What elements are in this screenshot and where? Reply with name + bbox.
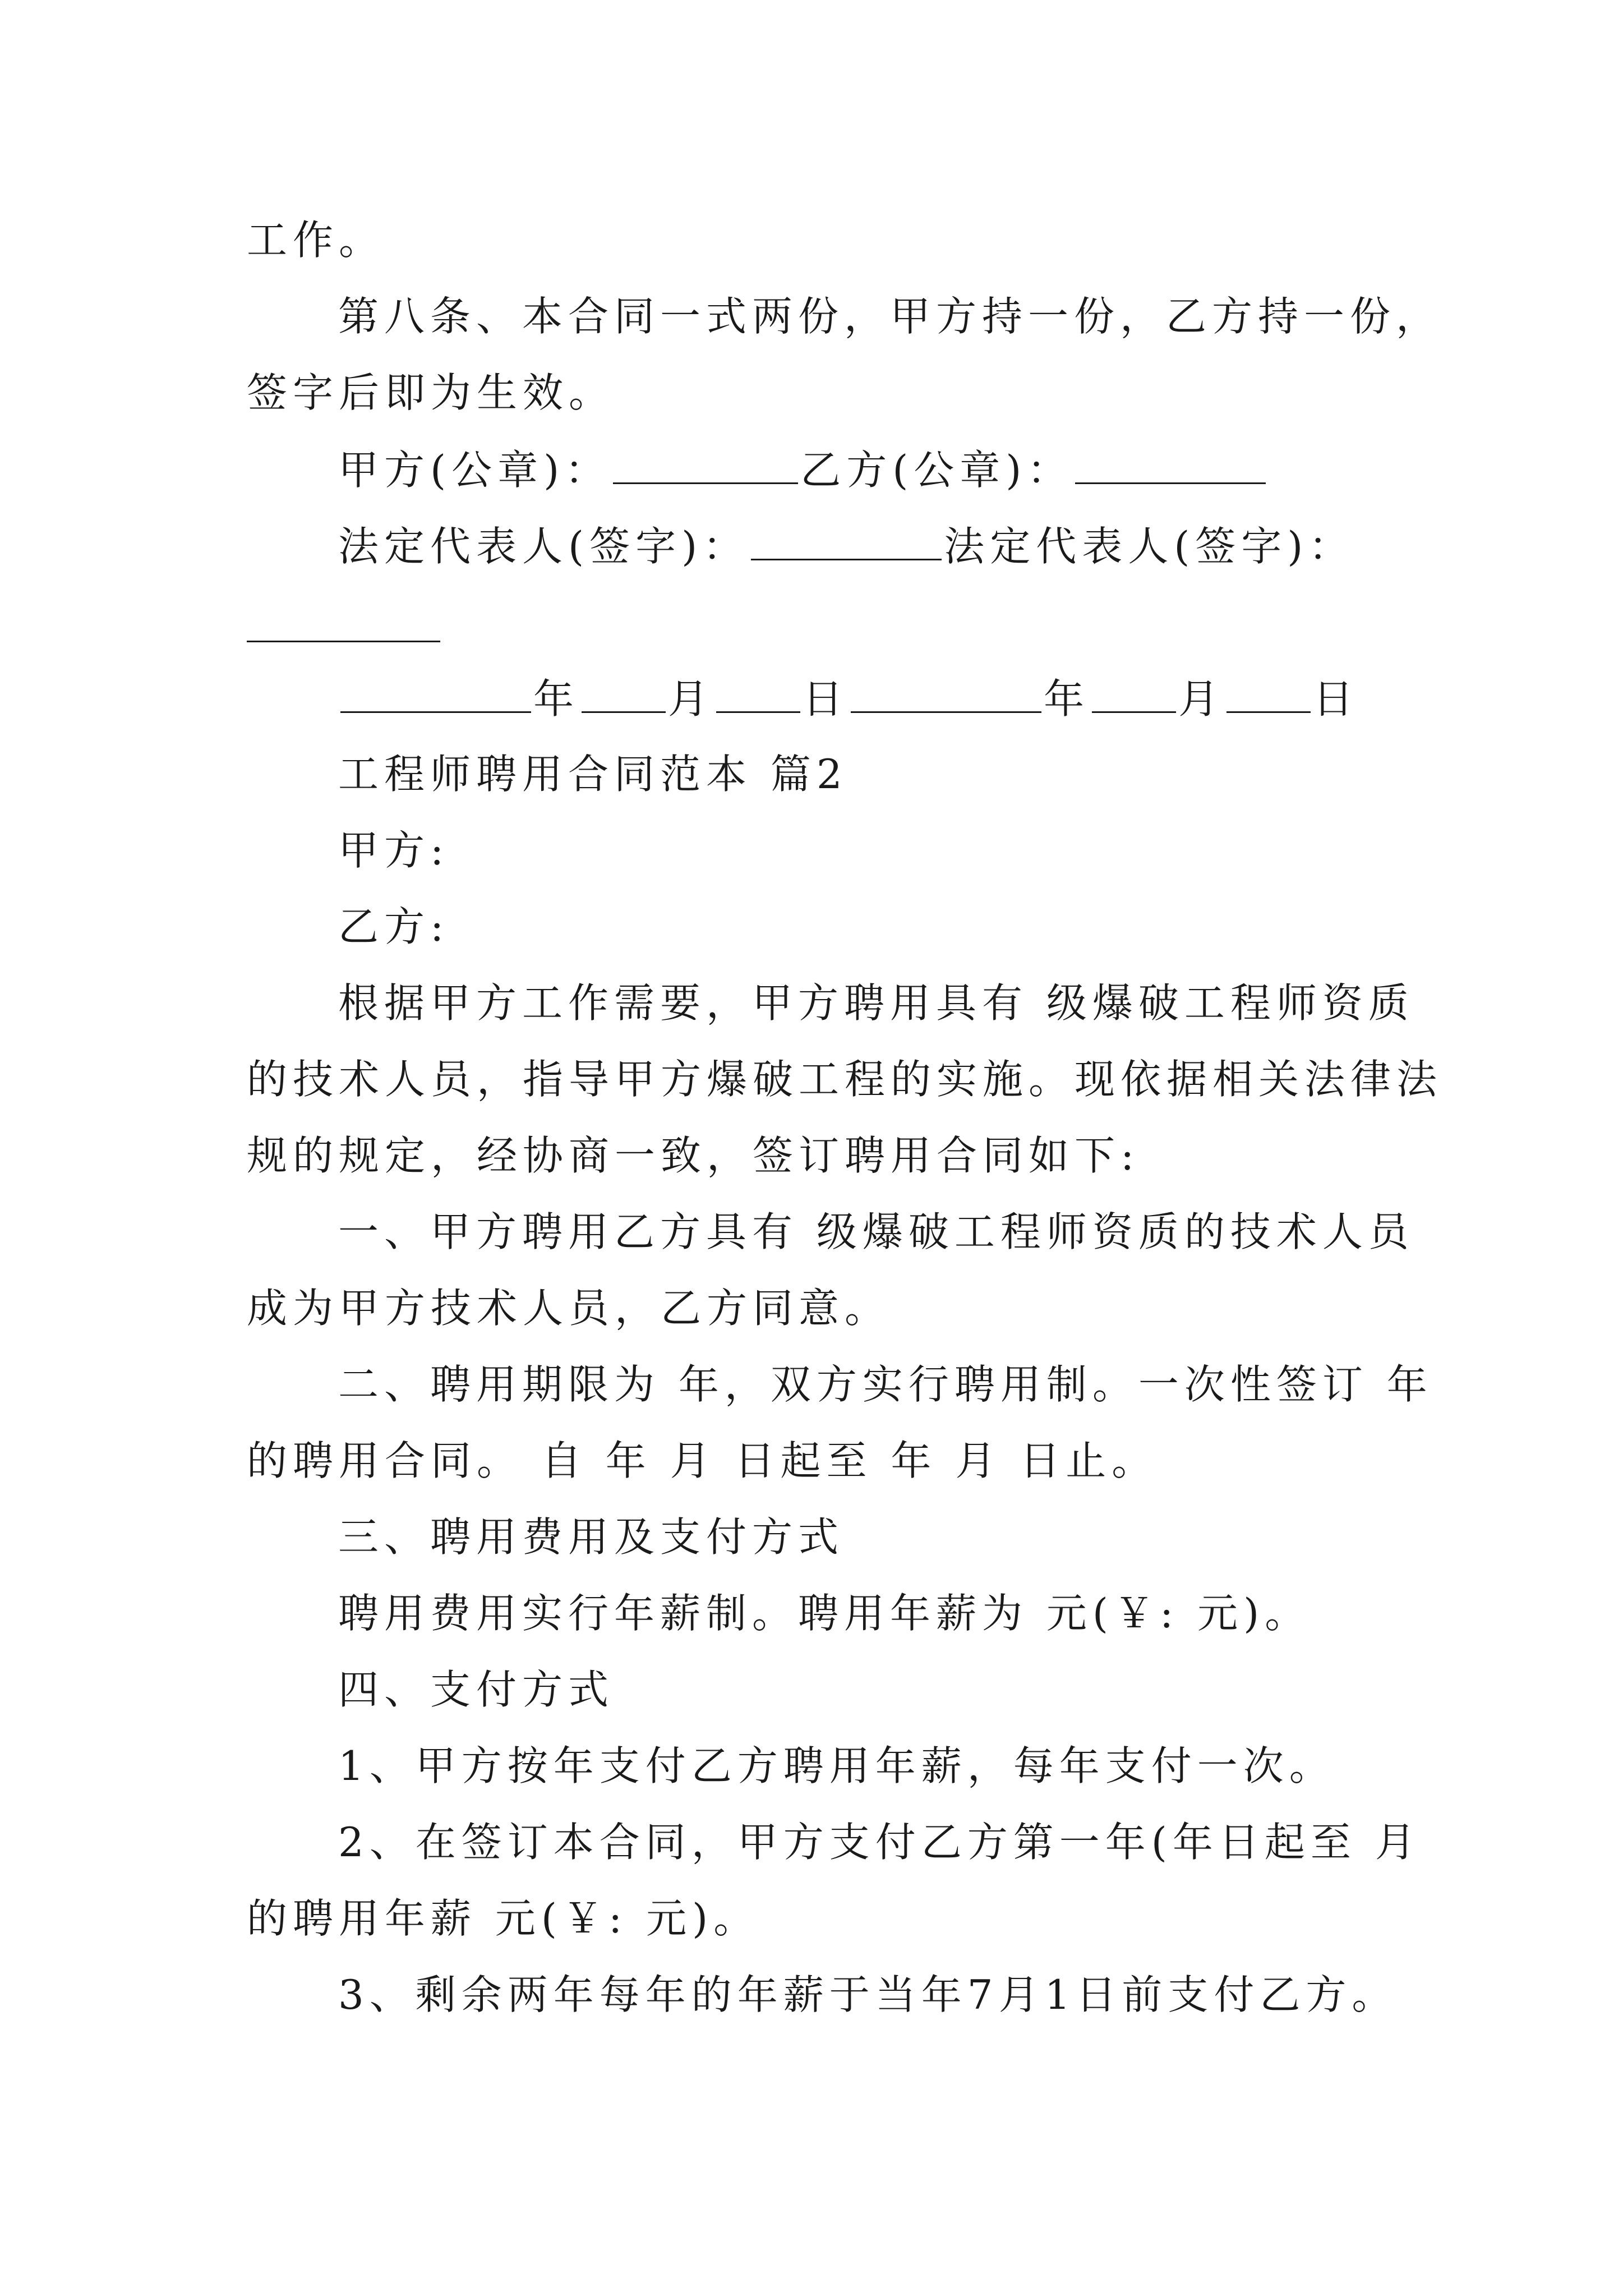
month-label: 月 xyxy=(668,675,714,723)
paragraph-line: 四、支付方式 xyxy=(338,1666,615,1713)
legal-rep-b-blank xyxy=(247,641,440,642)
date-blank xyxy=(582,678,666,713)
legal-rep-a-blank xyxy=(751,525,942,560)
paragraph-line: 规的规定，经协商一致，签订聘用合同如下: xyxy=(247,1132,1140,1179)
paragraph-line: 根据甲方工作需要，甲方聘用具有 级爆破工程师资质 xyxy=(338,979,1414,1027)
paragraph-line: 3、剩余两年每年的年薪于当年7月1日前支付乙方。 xyxy=(338,1971,1398,2018)
day-label: 日 xyxy=(1313,675,1359,723)
date-blank xyxy=(851,678,1041,713)
party-a-label: 甲方: xyxy=(338,827,450,874)
paragraph-line: 聘用费用实行年薪制。聘用年薪为 元(￥: 元)。 xyxy=(338,1590,1311,1637)
paragraph-line: 的聘用合同。 自 年 月 日起至 年 月 日止。 xyxy=(247,1437,1158,1484)
party-a-seal-blank xyxy=(613,449,798,484)
party-a-seal-label: 甲方(公章)： xyxy=(338,447,611,494)
paragraph-line: 成为甲方技术人员，乙方同意。 xyxy=(247,1285,891,1332)
party-b-label: 乙方: xyxy=(338,903,450,950)
legal-rep-line xyxy=(338,523,1355,570)
date-blank xyxy=(1092,678,1176,713)
legal-rep-b-label: 法定代表人(签字)： xyxy=(944,523,1355,570)
text-line: 工作。 xyxy=(247,217,385,264)
paragraph-line: 一、甲方聘用乙方具有 级爆破工程师资质的技术人员 xyxy=(338,1208,1414,1255)
year-label: 年 xyxy=(533,675,580,723)
paragraph-line: 二、聘用期限为 年，双方实行聘用制。一次性签订 年 xyxy=(338,1361,1433,1408)
paragraph-line: 的聘用年薪 元(￥: 元)。 xyxy=(247,1895,760,1942)
date-blank xyxy=(716,678,800,713)
date-blank xyxy=(340,678,531,713)
year-label: 年 xyxy=(1044,675,1090,723)
text-line: 第八条、本合同一式两份，甲方持一份，乙方持一份， xyxy=(338,293,1442,340)
day-label: 日 xyxy=(803,675,849,723)
party-b-seal-blank xyxy=(1075,449,1266,484)
month-label: 月 xyxy=(1178,675,1225,723)
paragraph-line: 的技术人员，指导甲方爆破工程的实施。现依据相关法律法 xyxy=(247,1056,1443,1103)
date-blank xyxy=(1227,678,1311,713)
paragraph-line: 三、聘用费用及支付方式 xyxy=(338,1513,845,1561)
paragraph-line: 1、甲方按年支付乙方聘用年薪，每年支付一次。 xyxy=(338,1742,1335,1789)
date-line xyxy=(338,675,1359,723)
paragraph-line: 2、在签订本合同，甲方支付乙方第一年(年日起至 月 xyxy=(338,1819,1421,1866)
party-b-seal-label: 乙方(公章)： xyxy=(800,447,1073,494)
legal-rep-a-label: 法定代表人(签字)： xyxy=(338,523,749,570)
seal-line xyxy=(338,447,1268,494)
text-line: 签字后即为生效。 xyxy=(247,369,615,416)
section-title: 工程师聘用合同范本 篇2 xyxy=(338,751,848,798)
